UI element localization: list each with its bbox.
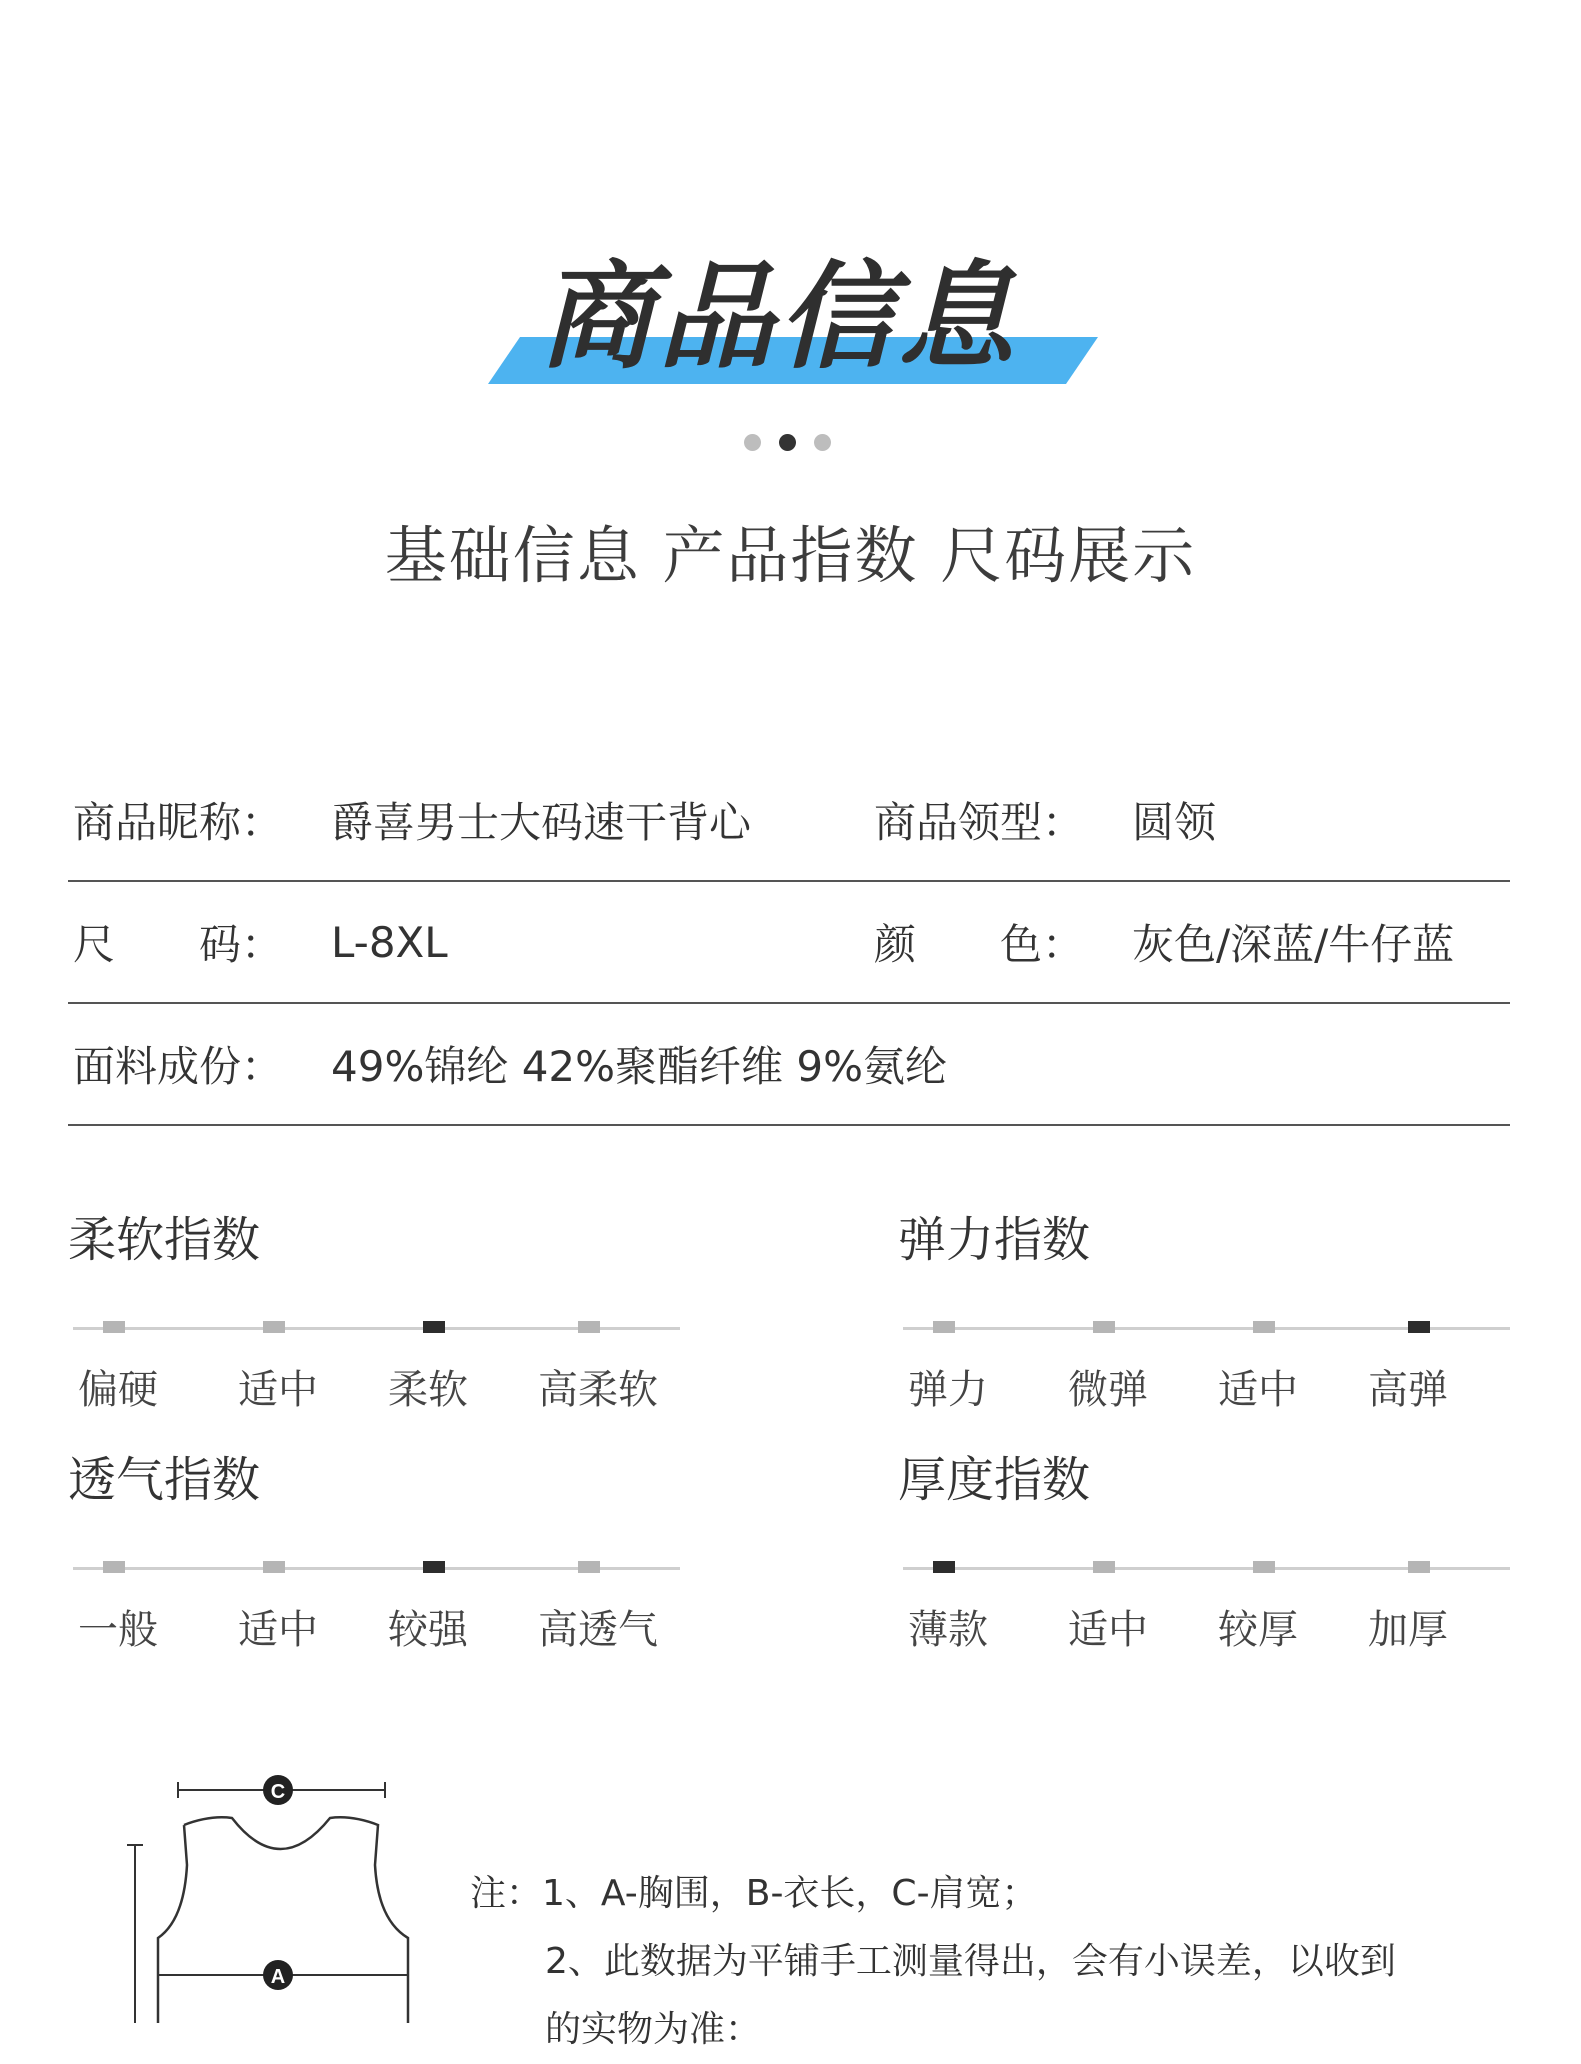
field-value: L-8XL bbox=[331, 917, 448, 967]
pager-dot-active bbox=[779, 434, 796, 451]
scale-option-label: 较强 bbox=[388, 1607, 468, 1653]
size-field bbox=[73, 882, 448, 1002]
collar-field bbox=[874, 760, 1216, 880]
scale-tick bbox=[933, 1321, 955, 1333]
scale-tick bbox=[578, 1321, 600, 1333]
index-scale bbox=[73, 1561, 680, 1577]
scale-option-label: 适中 bbox=[238, 1607, 318, 1653]
field-label: 颜 色： bbox=[874, 920, 1085, 969]
index-title: 透气指数 bbox=[68, 1452, 261, 1508]
scale-tick-selected bbox=[423, 1561, 445, 1573]
page-title: 商品信息 bbox=[538, 250, 1018, 385]
index-scale bbox=[903, 1561, 1510, 1577]
product-indices bbox=[68, 1210, 1510, 1670]
header-section bbox=[0, 0, 1581, 600]
color-field bbox=[874, 882, 1454, 1002]
scale-tick bbox=[103, 1561, 125, 1573]
scale-tick-selected bbox=[423, 1321, 445, 1333]
scale-option-label: 柔软 bbox=[388, 1367, 468, 1413]
scale-option-label: 偏硬 bbox=[78, 1367, 158, 1413]
index-scale bbox=[903, 1321, 1510, 1337]
index-title: 厚度指数 bbox=[898, 1452, 1091, 1508]
index-block bbox=[898, 1210, 1510, 1430]
scale-option-label: 高透气 bbox=[538, 1607, 658, 1653]
index-title: 弹力指数 bbox=[898, 1212, 1091, 1268]
field-value: 爵喜男士大码速干背心 bbox=[331, 798, 752, 847]
scale-tick-selected bbox=[1408, 1321, 1430, 1333]
note-line: 2、此数据为平铺手工测量得出，会有小误差，以收到 bbox=[545, 1941, 1396, 1982]
note-line: 的实物为准： bbox=[545, 2009, 762, 2050]
field-label: 商品昵称： bbox=[73, 798, 284, 847]
index-scale bbox=[73, 1321, 680, 1337]
fabric-field bbox=[73, 1004, 947, 1124]
pager-dots bbox=[744, 434, 831, 451]
scale-option-label: 适中 bbox=[238, 1367, 318, 1413]
marker-c bbox=[263, 1775, 293, 1805]
note-prefix: 注： bbox=[470, 1873, 543, 1914]
field-value: 灰色/深蓝/牛仔蓝 bbox=[1132, 920, 1455, 969]
field-label: 面料成份： bbox=[73, 1042, 284, 1091]
note-text: 1、A-胸围，B-衣长，C-肩宽； bbox=[542, 1873, 1038, 1914]
scale-option-label: 一般 bbox=[78, 1607, 158, 1653]
nickname-field bbox=[73, 760, 751, 880]
scale-option-label: 较厚 bbox=[1218, 1607, 1298, 1653]
product-info-table bbox=[68, 760, 1510, 1126]
scale-option-label: 高弹 bbox=[1368, 1367, 1448, 1413]
scale-tick bbox=[263, 1561, 285, 1573]
scale-tick bbox=[1253, 1561, 1275, 1573]
marker-a bbox=[263, 1960, 293, 1990]
scale-option-label: 加厚 bbox=[1368, 1607, 1448, 1653]
index-title: 柔软指数 bbox=[68, 1212, 261, 1268]
scale-tick bbox=[1253, 1321, 1275, 1333]
size-notes bbox=[470, 1860, 1396, 2064]
field-value: 圆领 bbox=[1132, 798, 1217, 847]
svg-text:C: C bbox=[270, 1781, 286, 1803]
title-block bbox=[488, 250, 1098, 385]
scale-option-label: 适中 bbox=[1218, 1367, 1298, 1413]
section-subtitle: 基础信息 产品指数 尺码展示 bbox=[384, 519, 1197, 592]
scale-option-label: 适中 bbox=[1068, 1607, 1148, 1653]
info-row bbox=[68, 760, 1510, 882]
scale-tick-selected bbox=[933, 1561, 955, 1573]
index-block bbox=[68, 1450, 680, 1670]
index-block bbox=[898, 1450, 1510, 1670]
scale-tick bbox=[1408, 1561, 1430, 1573]
scale-tick bbox=[1093, 1321, 1115, 1333]
index-block bbox=[68, 1210, 680, 1430]
pager-dot bbox=[744, 434, 761, 451]
svg-text:A: A bbox=[270, 1966, 286, 1988]
scale-tick bbox=[578, 1561, 600, 1573]
pager-dot bbox=[814, 434, 831, 451]
info-row bbox=[68, 882, 1510, 1004]
scale-tick bbox=[263, 1321, 285, 1333]
field-value: 49%锦纶 42%聚酯纤维 9%氨纶 bbox=[331, 1042, 948, 1091]
note-line bbox=[470, 1860, 1396, 1928]
field-label: 尺 码： bbox=[73, 920, 284, 969]
scale-tick bbox=[1093, 1561, 1115, 1573]
field-label: 商品领型： bbox=[874, 798, 1085, 847]
scale-tick bbox=[103, 1321, 125, 1333]
vest-size-diagram bbox=[120, 1760, 440, 2023]
info-row bbox=[68, 1004, 1510, 1126]
scale-option-label: 高柔软 bbox=[538, 1367, 658, 1413]
scale-option-label: 弹力 bbox=[908, 1367, 988, 1413]
scale-option-label: 微弹 bbox=[1068, 1367, 1148, 1413]
scale-option-label: 薄款 bbox=[908, 1607, 988, 1653]
